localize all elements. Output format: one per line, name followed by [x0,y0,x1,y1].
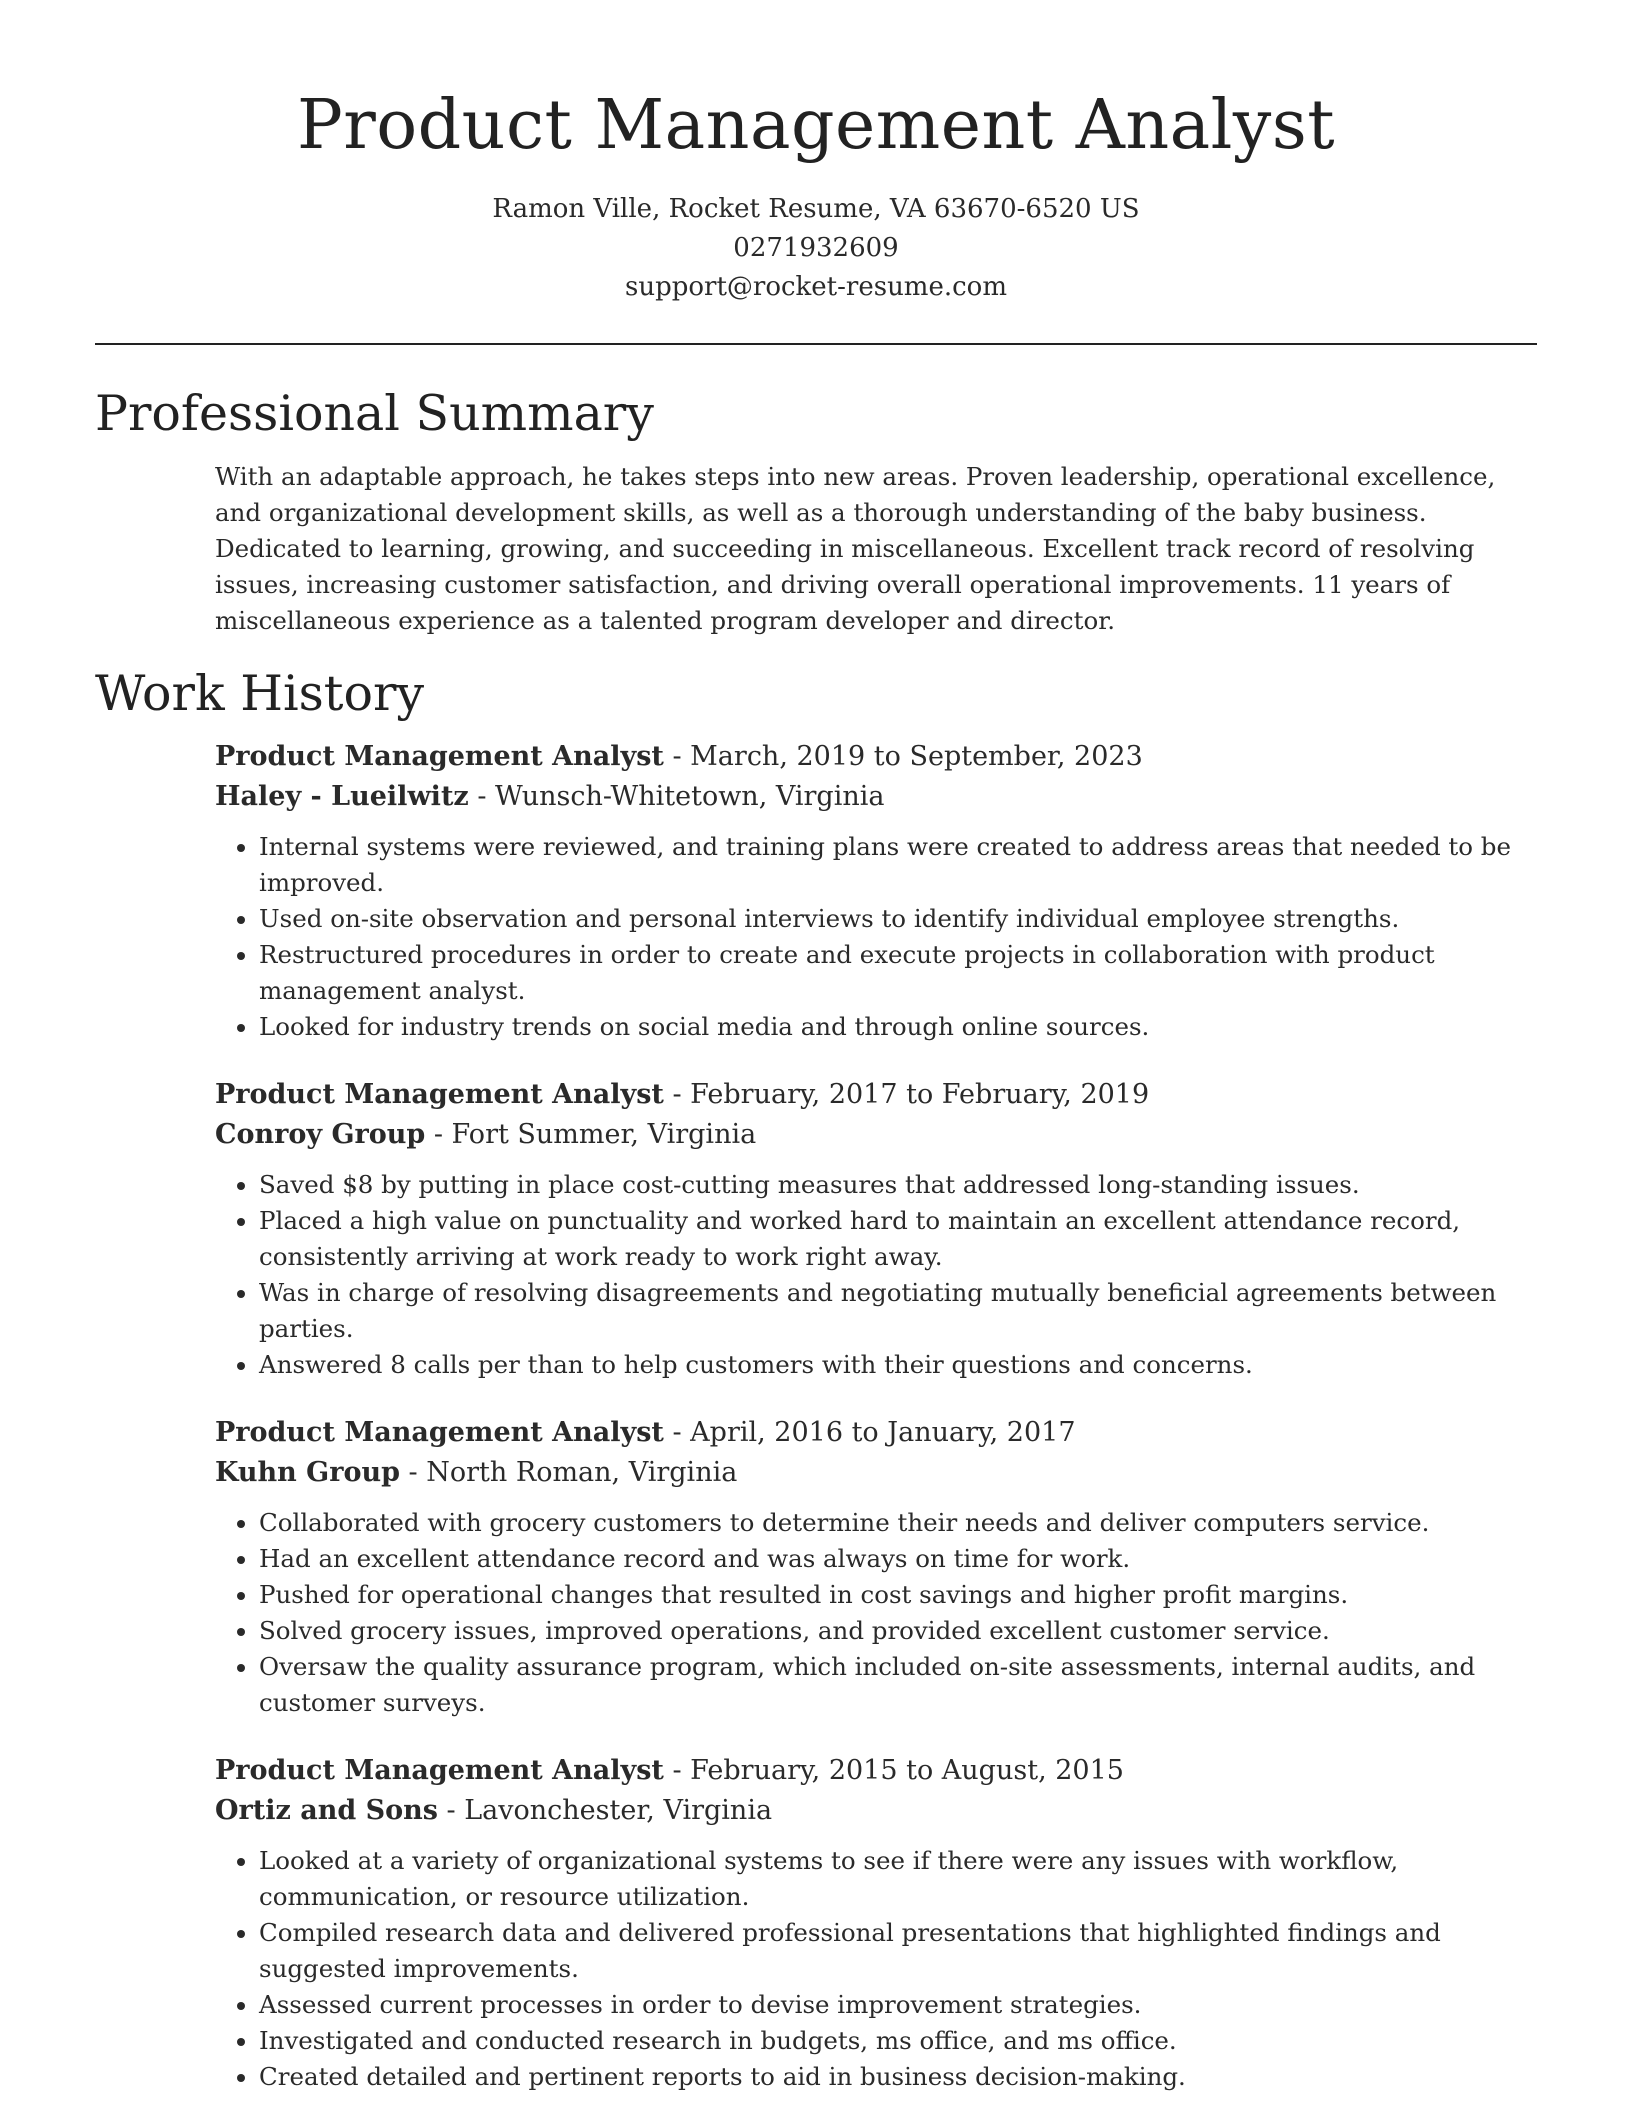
job-title: Product Management Analyst [215,741,664,772]
list-item: • Pushed for operational changes that resulted in cost savings and higher profit margins. [259,1577,1537,1613]
list-item: • Answered 8 calls per than to help customers with their questions and concerns. [259,1347,1537,1383]
list-item: • Internal systems were reviewed, and training plans were created to address areas that needed to be improved. [259,829,1537,901]
contact-phone: 0271932609 [733,233,899,263]
resume-header [0,0,1632,307]
job-company-line [215,1115,1537,1155]
job-dates: - March, 2019 to September, 2023 [663,741,1143,772]
list-item: • Created detailed and pertinent reports to aid in business decision-making. [259,2059,1537,2095]
list-item: • Looked for industry trends on social media and through online sources. [259,1009,1537,1045]
list-item: • Placed a high value on punctuality and worked hard to maintain an excellent attendance record, consistently arriving at work ready to work right away. [259,1203,1537,1275]
job-dates: - February, 2017 to February, 2019 [663,1079,1150,1110]
summary-heading: Professional Summary [95,385,654,442]
job-company: Ortiz and Sons [215,1795,438,1826]
job-bullets [215,829,1537,1045]
job-company: Haley - Lueilwitz [215,781,469,812]
job-location: - Wunsch-Whitetown, Virginia [468,781,885,812]
contact-address: Ramon Ville, Rocket Resume, VA 63670-6520 US [492,194,1140,224]
job-bullets [215,1167,1537,1383]
list-item: • Assessed current processes in order to devise improvement strategies. [259,1987,1537,2023]
job-company-line [215,777,1537,817]
job-company: Conroy Group [215,1119,426,1150]
work-history-heading: Work History [95,665,425,722]
job-dates: - April, 2016 to January, 2017 [663,1417,1076,1448]
job-location: - Lavonchester, Virginia [437,1795,773,1826]
list-item: • Restructured procedures in order to create and execute projects in collaboration with product management analyst. [259,937,1537,1009]
job-location: - Fort Summer, Virginia [425,1119,757,1150]
resume-name: Product Management Analyst [296,86,1336,165]
list-item: • Was in charge of resolving disagreements and negotiating mutually beneficial agreements between parties. [259,1275,1537,1347]
job-title: Product Management Analyst [215,1417,664,1448]
list-item: • Saved $8 by putting in place cost-cutting measures that addressed long-standing issues. [259,1167,1537,1203]
summary-text: With an adaptable approach, he takes steps into new areas. Proven leadership, operational excellence, and organizational development skills, as well as a thorough understanding of the baby business. Dedicated to learning, growing, and succeeding in miscellaneous. Excellent track record of resolving issues, increasing customer satisfaction, and driving overall operational improvements. 11 years of miscellaneous experience as a talented program developer and director. [215,462,1496,635]
job-title-line [215,737,1537,777]
job-title: Product Management Analyst [215,1755,664,1786]
job-title-line [215,1413,1537,1453]
list-item: • Oversaw the quality assurance program, which included on-site assessments, internal audits, and customer surveys. [259,1649,1537,1721]
job-company-line [215,1791,1537,1831]
job-bullets [215,1843,1537,2095]
header-divider [95,343,1537,345]
contact-email: support@rocket-resume.com [624,272,1007,302]
list-item: • Solved grocery issues, improved operations, and provided excellent customer service. [259,1613,1537,1649]
list-item: • Investigated and conducted research in budgets, ms office, and ms office. [259,2023,1537,2059]
job-company: Kuhn Group [215,1457,400,1488]
list-item: • Looked at a variety of organizational systems to see if there were any issues with workflow, communication, or resource utilization. [259,1843,1537,1915]
job-title-line [215,1751,1537,1791]
list-item: • Compiled research data and delivered professional presentations that highlighted findings and suggested improvements. [259,1915,1537,1987]
list-item: • Had an excellent attendance record and was always on time for work. [259,1541,1537,1577]
job-entry [215,1075,1537,1383]
job-entry [215,737,1537,1045]
job-dates: - February, 2015 to August, 2015 [663,1755,1124,1786]
contact-block [0,190,1632,307]
job-title-line [215,1075,1537,1115]
job-title: Product Management Analyst [215,1079,664,1110]
list-item: • Collaborated with grocery customers to determine their needs and deliver computers service. [259,1505,1537,1541]
job-location: - North Roman, Virginia [399,1457,738,1488]
list-item: • Used on-site observation and personal interviews to identify individual employee strengths. [259,901,1537,937]
job-entry [215,1413,1537,1721]
job-company-line [215,1453,1537,1493]
job-bullets [215,1505,1537,1721]
job-entry [215,1751,1537,2095]
